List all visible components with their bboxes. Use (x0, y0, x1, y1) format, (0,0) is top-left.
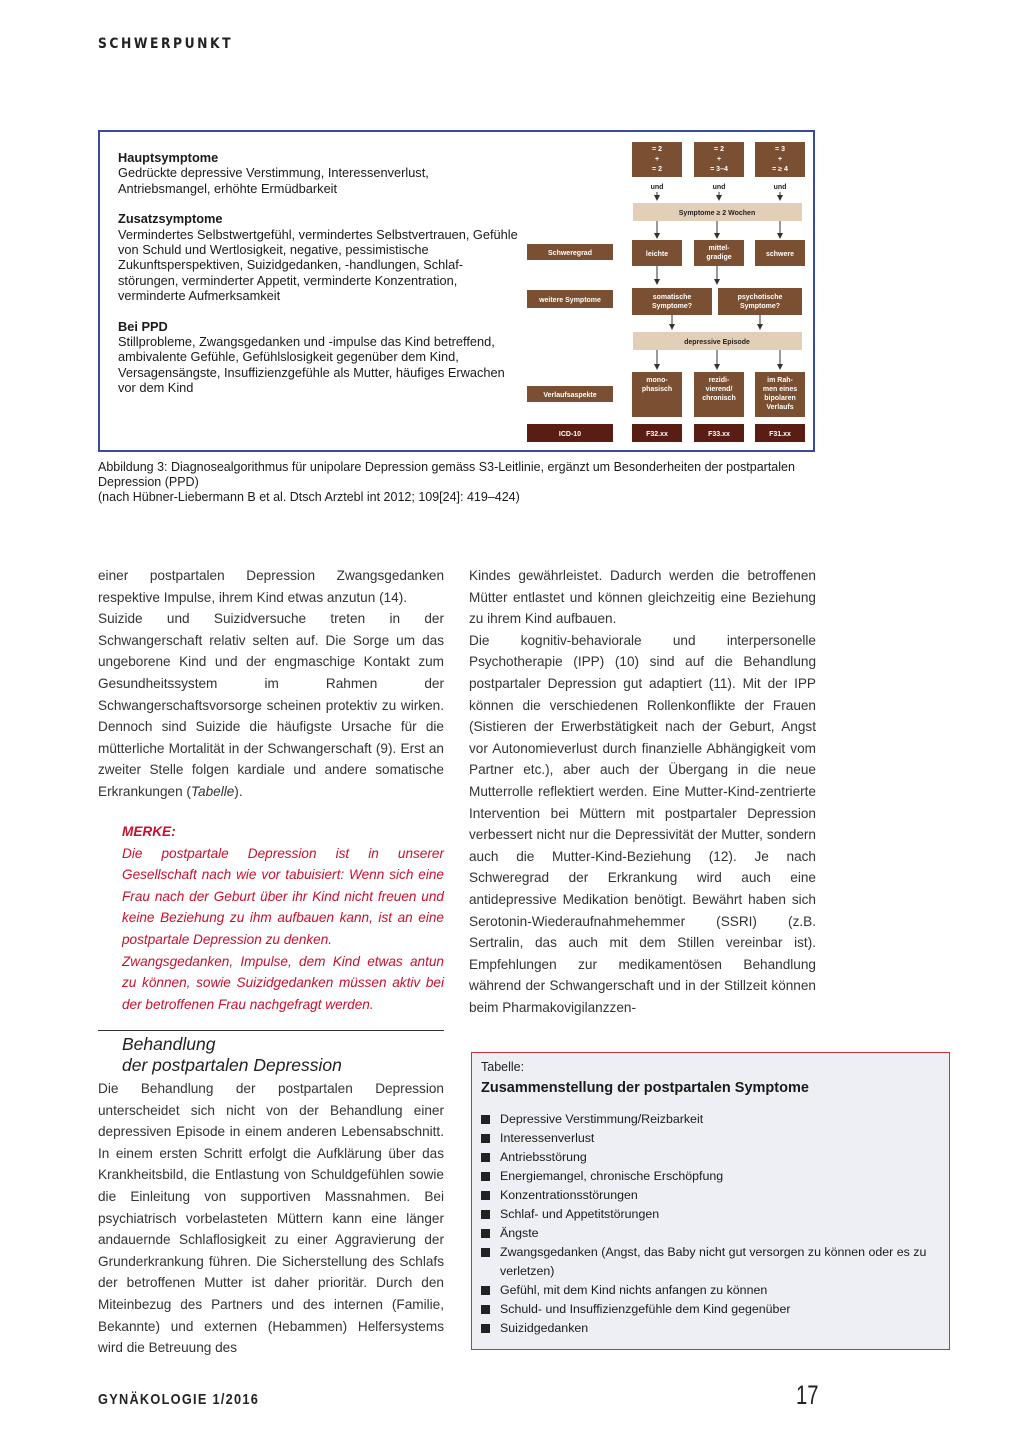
heading-line: der postpartalen Depression (122, 1055, 342, 1075)
symptom-list-item (481, 1110, 941, 1129)
und-label: und (712, 184, 726, 191)
square-bullet-icon (481, 1191, 490, 1200)
symptom-text: Interessenverlust (500, 1131, 595, 1145)
square-bullet-icon (481, 1286, 490, 1295)
left-column-bottom (98, 1078, 444, 1359)
symptom-list (481, 1110, 941, 1338)
paragraph: Die kognitiv-behaviorale und interpersonelle Psychotherapie (IPP) (10) sind auf die Behandlung postpartaler Depression gut adaptiert (11). Mit der IPP können die verschiedenen Rollenkonflikte der Frauen (Sistieren der Erwerbstätigkeit nach der Geburt, Angst vor Autonomieverlust durch finanzielle Abhängigkeit vom Partner etc.), aber auch der Übergang in die neue Mutterrolle reflektiert werden. Eine Mutter-Kind-zentrierte Intervention bei Müttern mit postpartaler Depression verbessert nicht nur die Depressivität der Mutter, sondern auch die Mutter-Kind-Beziehung (12). Je nach Schweregrad der Erkrankung wird auch eine antidepressive Medikation benötigt. Bewährt haben sich Serotonin-Wiederaufnahmehemmer (SSRI) (z.B. Sertralin, das auch mit dem Stillen vereinbar ist). Empfehlungen zur medikamentösen Behandlung während der Schwangerschaft und in der Stillzeit können beim Pharmakovigilanzzen- (469, 632, 816, 1015)
flowchart-svg (525, 140, 805, 445)
square-bullet-icon (481, 1324, 490, 1333)
symptom-text: Zwangsgedanken (Angst, das Baby nicht gut versorgen zu können oder es zu verletzen) (500, 1245, 927, 1278)
caption-source: (nach Hübner-Liebermann B et al. Dtsch Arztebl int 2012; 109[24]: 419–424) (98, 490, 520, 505)
block-heading: Bei PPD (118, 318, 168, 334)
merke-text: Zwangsgedanken, Impulse, dem Kind etwas antun zu können, sowie Suizidgedanken müssen aktiv bei der betroffenen Frau nachgefragt werden. (122, 953, 444, 1012)
square-bullet-icon (481, 1248, 490, 1257)
diagnosis-flowchart (525, 140, 805, 445)
course-label: mono-phasisch (641, 377, 673, 393)
severity-label: leichte (645, 251, 669, 258)
paragraph: einer postpartalen Depression Zwangsgedanken respektive Impulse, ihrem Kind etwas anzutun (14). (98, 568, 444, 605)
square-bullet-icon (481, 1305, 490, 1314)
row-label: Schweregrad (548, 250, 592, 257)
section-heading (122, 1034, 444, 1076)
symptom-block-additional (118, 211, 518, 303)
figure-caption (98, 460, 818, 506)
caption-line: Abbildung 3: Diagnosealgorithmus für unipolare Depression gemäss S3-Leitlinie, ergänzt um Besonderheiten der postpartalen Depression (PPD) (98, 460, 795, 490)
symptom-text: Konzentrationsstörungen (500, 1188, 638, 1202)
criteria-label: = 2 + = 2 (652, 146, 662, 173)
symptom-text: Ängste (500, 1226, 539, 1240)
journal-footer: GYNÄKOLOGIE 1/2016 (98, 1391, 260, 1408)
criteria-label: = 2 + = 3–4 (710, 146, 728, 173)
episode-label: depressive Episode (684, 339, 750, 346)
symptom-text: Antriebsstörung (500, 1150, 587, 1164)
paragraph: Kindes gewährleistet. Dadurch werden die betroffenen Mütter entlastet und können gleichzeitig eine Beziehung zu ihrem Kind aufbauen. (469, 568, 816, 627)
course-label: rezidi-vierend/ chronisch (702, 377, 736, 402)
symptom-list-item (481, 1224, 941, 1243)
symptom-list-item (481, 1148, 941, 1167)
severity-box (694, 240, 744, 266)
further-label: somatische Symptome? (651, 294, 693, 310)
symptom-text: Gefühl, mit dem Kind nichts anfangen zu können (500, 1283, 768, 1297)
severity-label: mittel-gradige (706, 245, 732, 261)
course-label: im Rah-men eines bipolaren Verlaufs (762, 377, 798, 411)
symptom-text: Schlaf- und Appetitstörungen (500, 1207, 660, 1221)
duration-label: Symptome ≥ 2 Wochen (678, 210, 756, 217)
section-divider (98, 1030, 444, 1031)
paragraph (98, 608, 444, 802)
square-bullet-icon (481, 1115, 490, 1124)
table-title: Zusammenstellung der postpartalen Symptome (481, 1080, 809, 1096)
further-symptom-box (632, 288, 712, 315)
square-bullet-icon (481, 1172, 490, 1181)
row-label: ICD-10 (558, 431, 582, 438)
merke-text: Die postpartale Depression ist in unserer Gesellschaft nach wie vor tabuisiert: Wenn sich eine Frau nach der Geburt über ihr Kind nicht freuen und keine Beziehung zu ihm aufbauen kann, ist an eine postpartale Depression zu denken. (122, 845, 444, 947)
paragraph: Die Behandlung der postpartalen Depression unterscheidet sich nicht von der Behandlung einer depressiven Episode in einem anderen Lebensabschnitt. In einem ersten Schritt erfolgt die Aufklärung über das Krankheitsbild, die Entlastung von Schuldgefühlen sowie die Einleitung von supportiven Massnahmen. Bei psychiatrisch vorbelasteten Müttern kann eine länger andauernde Schlaflosigkeit zu einer Aggravierung der Grunderkrankung führen. Die Sicherstellung des Schlafs der betroffenen Mutter ist daher prioritär. Durch den Miteinbezug des Partners und des internen (Familie, Bekannte) und externen (Hebammen) Helfersystems wird die Betreuung des (98, 1081, 444, 1356)
section-label: SCHWERPUNKT (98, 36, 234, 52)
block-body: Vermindertes Selbstwertgefühl, vermindertes Selbstvertrauen, Gefühle von Schuld und Wertlosigkeit, negative, pessimistische Zukunftsperspektiven, Suizidgedanken, -handlungen, Schlaf-störungen, verminderter Appetit, verminderte Konzentration, verminderte Aufmerksamkeit (118, 226, 518, 304)
symptom-list-item (481, 1319, 941, 1338)
table-reference: Tabelle (190, 783, 235, 799)
criteria-label: = 3 + = ≥ 4 (772, 146, 788, 173)
square-bullet-icon (481, 1229, 490, 1238)
square-bullet-icon (481, 1210, 490, 1219)
symptom-list-item (481, 1300, 941, 1319)
paragraph-text-end: ). (234, 783, 243, 799)
square-bullet-icon (481, 1153, 490, 1162)
icd-label: F31.xx (769, 431, 791, 438)
block-body: Gedrückte depressive Verstimmung, Interessenverlust, Antriebsmangel, erhöhte Ermüdbarkeit (118, 165, 429, 196)
further-label: psychotische Symptome? (737, 294, 783, 310)
merke-title: MERKE: (122, 824, 176, 839)
heading-line: Behandlung (122, 1034, 216, 1054)
icd-label: F32.xx (646, 431, 668, 438)
symptom-list-item (481, 1167, 941, 1186)
symptom-block-main (118, 150, 518, 196)
row-label: Verlaufsaspekte (543, 392, 597, 399)
merke-box (122, 821, 444, 1015)
right-column (469, 565, 816, 1018)
symptom-text: Schuld- und Insuffizienzgefühle dem Kind gegenüber (500, 1302, 791, 1316)
symptom-list-item (481, 1243, 941, 1281)
row-label: weitere Symptome (539, 297, 601, 304)
symptom-list-item (481, 1129, 941, 1148)
block-heading: Zusatzsymptome (118, 211, 223, 227)
und-label: und (650, 184, 664, 191)
paragraph-text: Suizide und Suizidversuche treten in der Schwangerschaft relativ selten auf. Die Sorge um das ungeborene Kind und der engmaschige Kontakt zum Gesundheitssystem im Rahmen der Schwangerschaftsvorsorge scheinen protektiv zu wirken. Dennoch sind Suizide die häufigste Ursache für die mütterliche Mortalität in der Schwangerschaft (9). Erst an zweiter Stelle folgen kardiale und andere somatische Erkrankungen ( (98, 611, 444, 799)
symptom-list-item (481, 1281, 941, 1300)
symptom-text: Suizidgedanken (500, 1321, 589, 1335)
block-body: Stillprobleme, Zwangsgedanken und -impulse das Kind betreffend, ambivalente Gefühle, Gefühlslosigkeit gegenüber dem Kind, Versagensängste, Insuffizienzgefühle als Mutter, häufiges Erwachen vor dem Kind (118, 334, 505, 396)
icd-label: F33.xx (708, 431, 730, 438)
symptom-text: Energiemangel, chronische Erschöpfung (500, 1169, 724, 1183)
further-symptom-box (718, 288, 802, 315)
und-label: und (773, 184, 787, 191)
severity-label: schwere (765, 251, 795, 258)
symptom-text: Depressive Verstimmung/Reizbarkeit (500, 1112, 704, 1126)
table-label: Tabelle: (481, 1060, 525, 1074)
symptom-list-item (481, 1186, 941, 1205)
left-column (98, 565, 444, 803)
symptom-block-ppd (118, 319, 518, 396)
page-number: 17 (796, 1380, 819, 1410)
block-heading: Hauptsymptome (118, 150, 219, 165)
square-bullet-icon (481, 1134, 490, 1143)
figure-text (118, 150, 518, 411)
symptom-list-item (481, 1205, 941, 1224)
